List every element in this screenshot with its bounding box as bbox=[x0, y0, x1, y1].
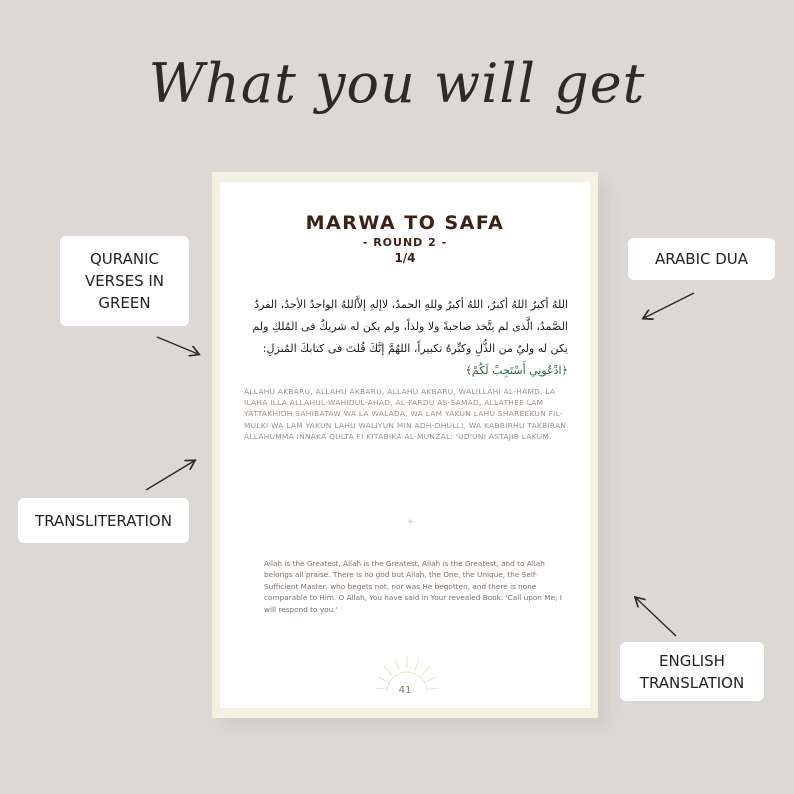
callout-english-label: ENGLISH TRANSLATION bbox=[639, 651, 745, 692]
transliteration-text: ALLAHU AKBARU, ALLAHU AKBARU, ALLAHU AKBARU, WALILLAHI AL-HAMD. LA ILAHA ILLA ALLAHUL-WAHIDUL-AHAD, AL-FARDU AS-SAMAD, ALLATHEE LAM YATTAKHIDH SAHIBATAW WA LA WALADA, WA LAM YAKUN LAHU SHAREEKUN FIL-MULKI WA LAM YAKUN LAHU WALIYUN MIN ADH-DHULLI, WA KABBIRHU TAKBIRAN. ALLAHUMMA INNAKA QULTA FI KITABIKA AL-MUNZAL: 'UD'UNI ASTAJIB LAKUM. bbox=[244, 387, 569, 441]
arrow-english bbox=[636, 598, 676, 636]
arrow-transliteration bbox=[146, 461, 194, 490]
headline: What you will get bbox=[148, 52, 646, 115]
callout-transliteration-label: TRANSLITERATION bbox=[35, 511, 172, 530]
callout-quranic-verses bbox=[60, 236, 189, 326]
quran-verse-green: ﴿ادْعُونِي أَسْتَجِبْ لَكُمْ﴾ bbox=[465, 364, 568, 377]
page-number: 41 bbox=[398, 685, 412, 696]
callout-quranic-label: QURANIC VERSES IN GREEN bbox=[84, 250, 165, 312]
page-title: MARWA TO SAFA bbox=[305, 212, 505, 234]
english-translation-text: Allah is the Greatest, Allah is the Greatest, Allah is the Greatest, and to Allah belongs all praise. There is no god but Allah, the One, the Unique, the Self-Sufficient Master, who begets not, nor was He begotten, and there is none comparable to Him. O Allah, You have said in Your revealed Book: 'Call upon Me; I will respond to you.' bbox=[264, 559, 562, 614]
page-count: 1/4 bbox=[394, 251, 416, 265]
sparkle-icon: ✦ bbox=[406, 517, 415, 528]
callout-arabic-label: ARABIC DUA bbox=[654, 250, 749, 268]
callout-arabic-dua bbox=[628, 238, 775, 280]
arabic-dua bbox=[248, 294, 568, 382]
page-content bbox=[220, 182, 590, 708]
arabic-dua-text: اللهُ أكبرُ اللهُ أكبرُ، اللهُ أكبرُ وللهِ الحمدُ، لاإلهِ إلاَّاللهُ الواحدُ الأحدُ، الفردُ الصَّمدُ، الَّذى لم يتَّخذ صاحبةً ولا ولداً، ولم يكن له شريكٌ فى المُلكِ ولم يكن له وليٌ من الذُّلِ وكبِّرهُ تكبيراً، اللهُمَّ إنَّكَ قُلتَ فى كتابكَ المُنزلِ: bbox=[252, 298, 568, 355]
arrow-arabic bbox=[644, 293, 694, 318]
callout-transliteration bbox=[18, 498, 189, 543]
sample-page bbox=[212, 172, 598, 718]
page-round: - ROUND 2 - bbox=[362, 236, 448, 249]
arrow-quranic bbox=[157, 337, 198, 354]
callout-english-translation bbox=[620, 642, 764, 701]
